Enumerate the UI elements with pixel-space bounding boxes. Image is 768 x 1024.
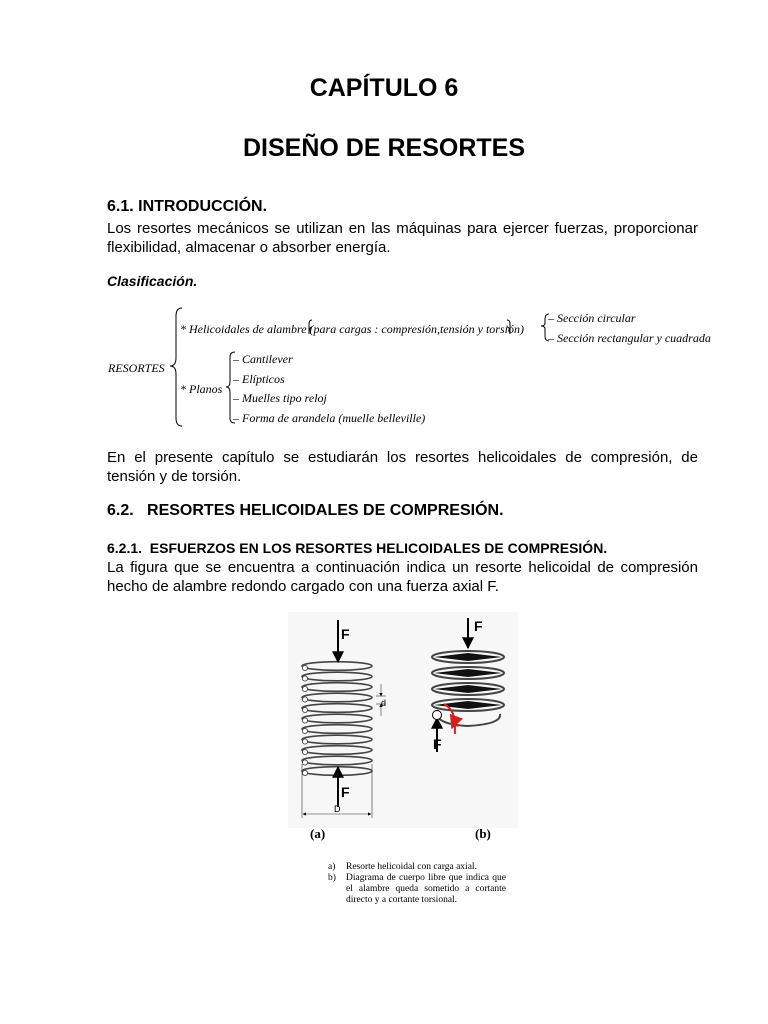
intro-heading: 6.1. INTRODUCCIÓN. [107,198,268,215]
caption-b-marker: b) [328,873,336,883]
spring-a-wire-section [302,707,307,712]
spring-a-wire-section [302,739,307,744]
section-621-heading: 6.2.1. ESFUERZOS EN LOS RESORTES HELICOIDALES DE COMPRESIÓN. [107,540,608,556]
spring-a-wire-section [302,676,307,681]
chapter-number: CAPÍTULO 6 [309,74,459,102]
section-621-text-line2: hecho de alambre redondo cargado con una fuerza axial F. [107,578,499,595]
helical-label: * Helicoidales de alambre (para cargas : compresión,tensión y torsión) [180,322,524,336]
spring-figure-svg [288,612,518,828]
spring-a-wire-section [302,770,307,775]
scope-text-line2: tensión y de torsión. [107,468,242,485]
spring-b [432,618,504,752]
dimension-D-label: D [334,804,341,814]
spring-b-coils [432,651,504,726]
intro-text-line2: flexibilidad, almacenar o absorber energía. [107,239,391,256]
caption-a-text: Resorte helicoidal con carga axial. [346,862,477,872]
spring-a-coil [302,683,372,692]
helical-item-2: – Sección rectangular y cuadrada [548,331,711,345]
spring-a-coil [302,662,372,671]
spring-b-open-coil [437,710,500,726]
classification-heading: Clasificación. [107,273,198,289]
figure-captions [328,862,506,906]
spring-a-coil [302,735,372,744]
spring-b-section [434,669,502,677]
caption-a-marker: a) [328,862,336,872]
caption-a [328,862,506,873]
spring-a-coil [302,746,372,755]
spring-a-coils [302,662,372,776]
spring-figure [288,612,518,828]
force-label-top-b: F [474,618,483,634]
figure-label-b: (b) [475,826,491,841]
spring-a-wire-section [302,697,307,702]
force-label-top-a: F [341,626,350,642]
spring-a-wire-section [302,665,307,670]
spring-a-coil [302,725,372,734]
torque-label: T [451,722,459,737]
caption-b-text: Diagrama de cuerpo libre que indica que el alambre queda sometido a cortante directo y a cortante torsional. [346,873,506,905]
figure-label-a: (a) [310,826,326,841]
helical-item-1: – Sección circular [548,311,636,325]
spring-a-wire-section [302,686,307,691]
wire-section [433,711,442,720]
force-label-bottom-b: F [433,736,442,752]
section-62-heading: 6.2. RESORTES HELICOIDALES DE COMPRESIÓN. [107,502,504,519]
spring-a-wire-section [302,749,307,754]
flat-item-1: – Cantilever [233,352,293,366]
section-621-text-line1: La figura que se encuentra a continuación indica un resorte helicoidal de compresión [107,559,698,576]
spring-a-coil [302,693,372,702]
spring-a-wire-section [302,760,307,765]
spring-a-coil [302,704,372,713]
tree-root-label: RESORTES [108,361,165,375]
spring-b-section [434,685,502,693]
flat-label: * Planos [180,382,223,396]
spring-a-coil [302,756,372,765]
intro-text-line1: Los resortes mecánicos se utilizan en las máquinas para ejercer fuerzas, proporcionar [107,220,698,237]
flat-item-3: – Muelles tipo reloj [233,391,327,405]
flat-item-2: – Elípticos [233,372,285,386]
flat-item-4: – Forma de arandela (muelle belleville) [233,411,426,425]
chapter-title: DISEÑO DE RESORTES [243,134,525,162]
spring-a-coil [302,672,372,681]
dimension-d-label: d [381,698,387,708]
spring-a-coil [302,714,372,723]
force-label-bottom-a: F [341,784,350,800]
spring-a-wire-section [302,728,307,733]
spring-a-wire-section [302,718,307,723]
caption-b [328,873,506,906]
scope-text-line1: En el presente capítulo se estudiarán los resortes helicoidales de compresión, de [107,449,698,466]
spring-b-section [434,653,502,661]
